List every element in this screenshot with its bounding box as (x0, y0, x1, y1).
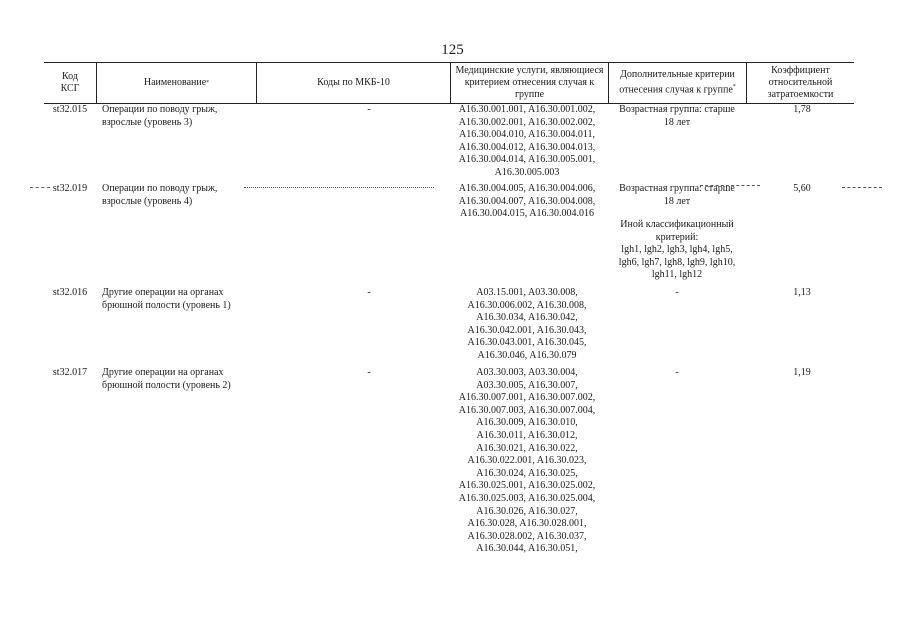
page-number: 125 (441, 42, 464, 58)
header-criteria (608, 63, 746, 103)
header-name-mark: * (206, 80, 210, 86)
row-services: A16.30.001.001, A16.30.001.002, A16.30.002.001, A16.30.002.002, A16.30.004.010, A16.30.004.011, A16.30.004.012, A16.30.004.013, A16.30.004.014, A16.30.005.001, A16.30.005.003 (458, 104, 596, 178)
row-name: Операции по поводу грыж, взрослые (уровень 4) (102, 183, 218, 207)
row-name: Другие операции на органах брюшной полости (уровень 2) (102, 367, 231, 391)
row-coefficient: 1,19 (793, 367, 811, 378)
row-criteria: - (675, 287, 679, 298)
header-coef: Коэффициент относительной затратоемкости (746, 63, 854, 103)
row-coefficient: 5,60 (793, 183, 811, 194)
row-mkb: - (367, 104, 371, 115)
header-criteria-label: Дополнительные критерии отнесения случая к группе (619, 69, 735, 96)
header-mkb: Коды по МКБ-10 (256, 63, 450, 103)
row-services: A03.15.001, A03.30.008, A16.30.006.002, A16.30.008, A16.30.034, A16.30.042, A16.30.042.001, A16.30.043, A16.30.043.001, A16.30.045, A16.30.046, A16.30.079 (467, 287, 587, 361)
row-services: A16.30.004.005, A16.30.004.006, A16.30.004.007, A16.30.004.008, A16.30.004.015, A16.30.004.016 (458, 183, 596, 220)
row-coefficient: 1,13 (793, 287, 811, 298)
row-code: st32.016 (52, 287, 88, 298)
row-other-criteria: Иной классификационный критерий: lgh1, lgh2, lgh3, lgh4, lgh5, lgh6, lgh7, lgh8, lgh9, lgh10, lgh11, lgh12 (618, 219, 736, 281)
header-services: Медицинские услуги, являющиеся критерием отнесения случая к группе (450, 63, 608, 103)
row-criteria: Возрастная группа: старше 18 лет (619, 183, 735, 207)
row-name: Операции по поводу грыж, взрослые (уровень 3) (102, 104, 218, 128)
scan-artifact-line (842, 187, 882, 188)
scan-artifact-line (30, 187, 50, 188)
row-code: st32.017 (52, 367, 88, 378)
header-name (96, 63, 256, 103)
row-coefficient: 1,78 (793, 104, 811, 115)
row-code: st32.019 (52, 183, 88, 194)
row-name: Другие операции на органах брюшной полости (уровень 1) (102, 287, 231, 311)
header-criteria-mark: * (732, 84, 736, 91)
header-name-label: Наименование (143, 77, 207, 88)
scan-artifact-line (700, 185, 760, 186)
scan-artifact-line (244, 187, 434, 188)
row-code: st32.015 (52, 104, 88, 115)
row-mkb: - (367, 287, 371, 298)
table-header (44, 62, 854, 104)
row-mkb: - (367, 367, 371, 378)
row-criteria: Возрастная группа: старше 18 лет (619, 104, 735, 128)
row-services: A03.30.003, A03.30.004, A03.30.005, A16.30.007, A16.30.007.001, A16.30.007.002, A16.30.007.003, A16.30.007.004, A16.30.009, A16.30.010, A16.30.011, A16.30.012, A16.30.021, A16.30.022, A16.30.022.001, A16.30.023, A16.30.024, A16.30.025, A16.30.025.001, A16.30.025.002, A16.30.025.003, A16.30.025.004, A16.30.026, A16.30.027, A16.30.028, A16.30.028.001, A16.30.028.002, A16.30.037, A16.30.044, A16.30.051, (458, 367, 596, 555)
row-criteria: - (675, 367, 679, 378)
header-code: Код КСГ (60, 71, 80, 94)
